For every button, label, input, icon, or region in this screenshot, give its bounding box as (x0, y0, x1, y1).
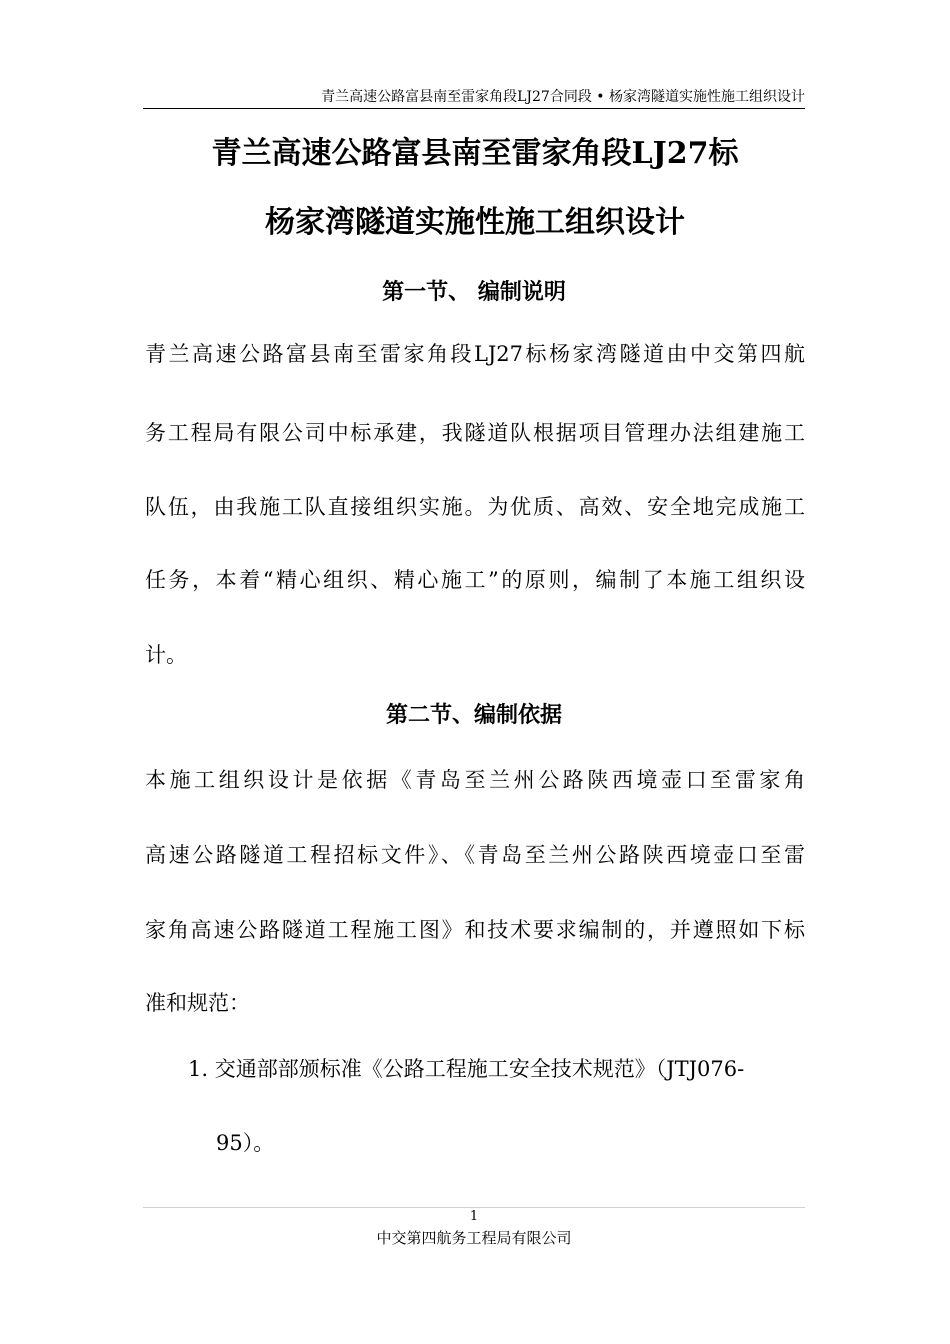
page-number: 1 (469, 1209, 479, 1224)
list-item-1-line-2: 95）。 (216, 1131, 275, 1155)
running-header: 青兰高速公路富县南至雷家角段LJ27合同段 • 杨家湾隧道实施性施工组织设计 (321, 89, 805, 105)
section-1-line: 任务，本着“精心组织、精心施工”的原则，编制了本施工组织设 (145, 568, 805, 592)
section-2-line: 准和规范： (145, 991, 250, 1015)
footer-divider (143, 1207, 805, 1208)
section-2-heading: 第二节、编制依据 (385, 702, 562, 728)
document-title-line-1: 青兰高速公路富县南至雷家角段LJ27标 (211, 136, 739, 171)
section-1-line: 青兰高速公路富县南至雷家角段LJ27标杨家湾隧道由中交第四航 (145, 342, 805, 366)
section-2-line: 本施工组织设计是依据《青岛至兰州公路陕西境壶口至雷家角 (145, 768, 805, 792)
section-1-line: 队伍，由我施工队直接组织实施。为优质、高效、安全地完成施工 (145, 495, 805, 519)
footer-company-name: 中交第四航务工程局有限公司 (376, 1229, 572, 1247)
section-1-line: 务工程局有限公司中标承建，我隧道队根据项目管理办法组建施工 (145, 421, 805, 445)
list-item-1-line-1: 1. 交通部部颁标准《公路工程施工安全技术规范》（JTJ076- (188, 1057, 745, 1081)
section-2-line: 家角高速公路隧道工程施工图》和技术要求编制的，并遵照如下标 (145, 918, 805, 942)
section-2-line: 高速公路隧道工程招标文件》、《青岛至兰州公路陕西境壶口至雷 (145, 843, 805, 867)
section-1-heading: 第一节、 编制说明 (382, 279, 566, 305)
section-1-line: 计。 (145, 643, 187, 667)
header-divider (143, 108, 805, 109)
document-title-line-2: 杨家湾隧道实施性施工组织设计 (265, 205, 685, 240)
